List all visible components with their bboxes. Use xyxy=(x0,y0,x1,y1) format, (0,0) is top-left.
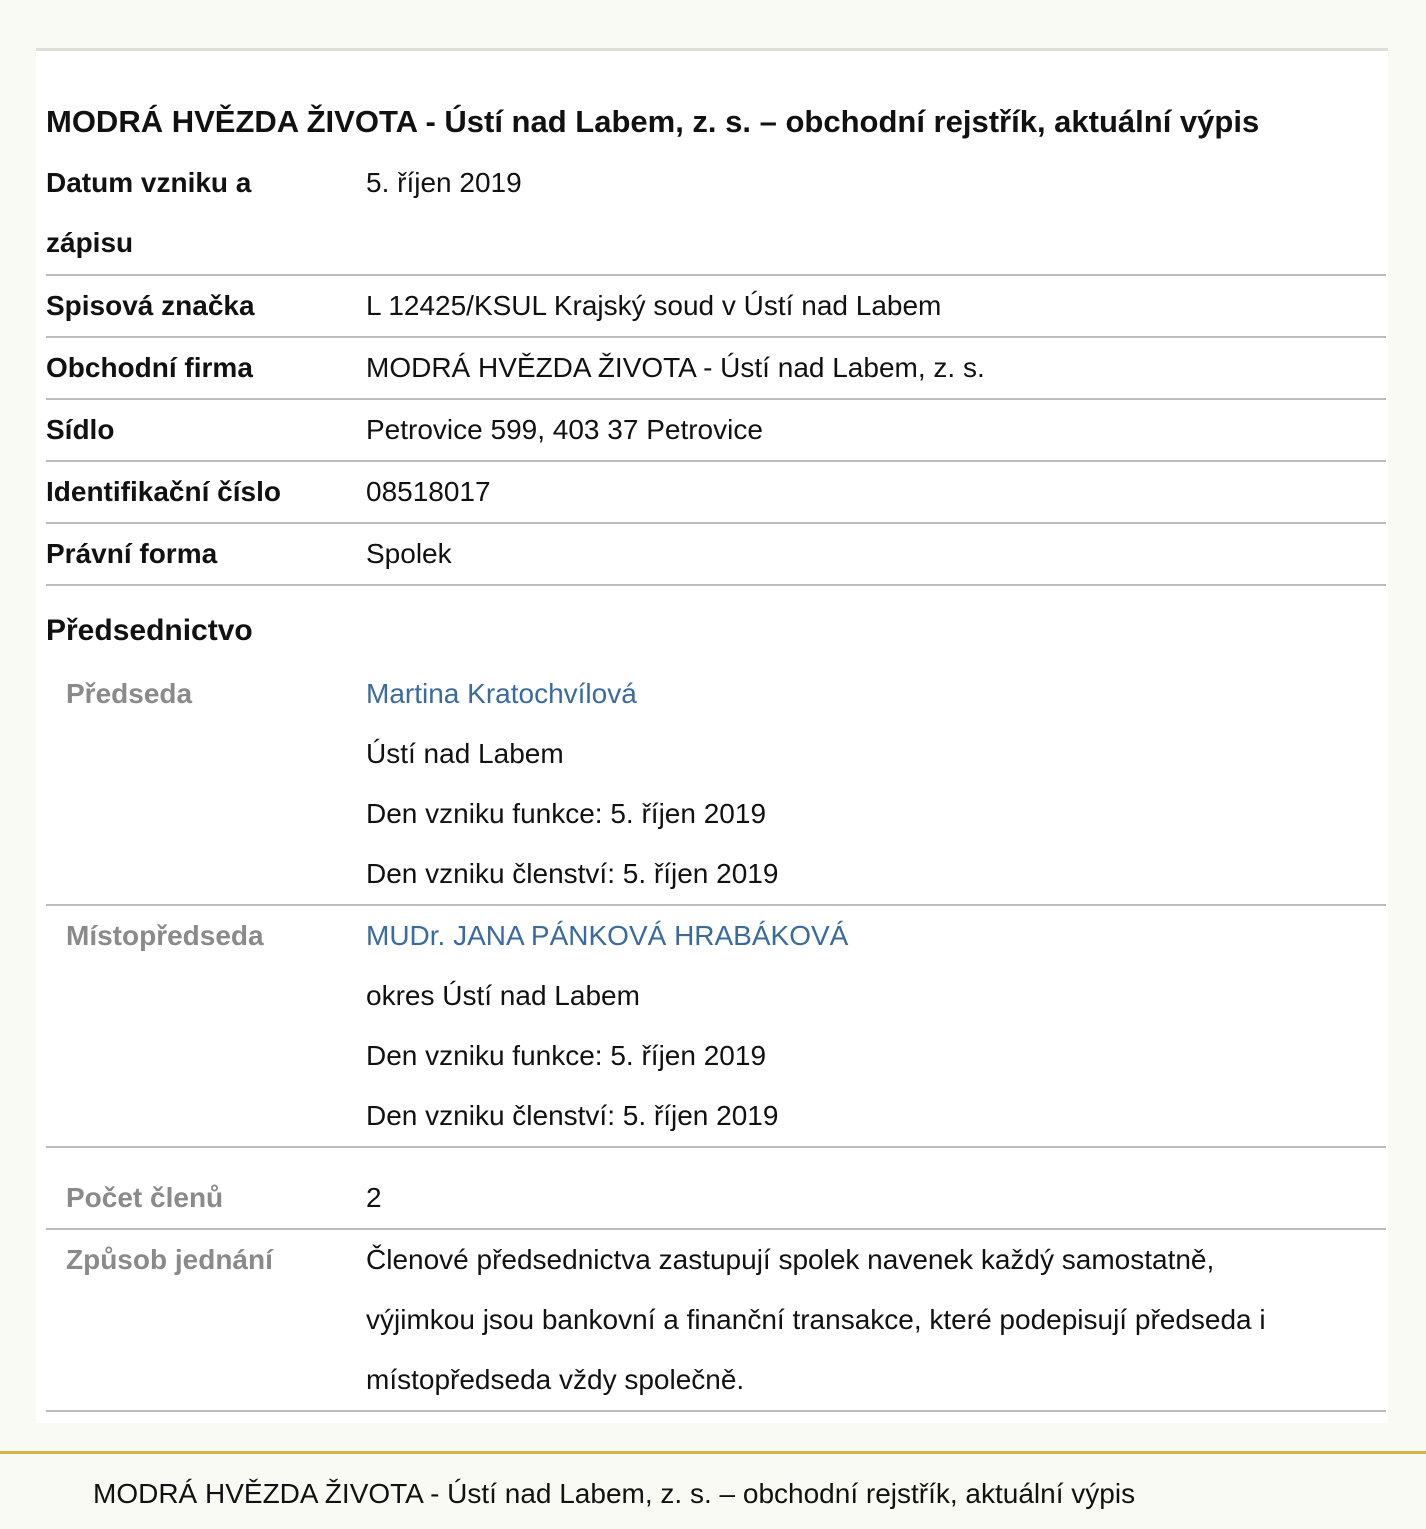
mistopredseda-membership-start: Den vzniku členství: 5. říjen 2019 xyxy=(366,1100,779,1131)
person-link-mistopredseda[interactable]: MUDr. JANA PÁNKOVÁ HRABÁKOVÁ xyxy=(366,920,849,951)
label-mistopredseda: Místopředseda xyxy=(66,920,264,951)
label-datum-vzniku-line2: zápisu xyxy=(46,227,134,258)
value-datum-vzniku: 5. říjen 2019 xyxy=(366,167,522,198)
row-mistopredseda xyxy=(46,906,1386,1148)
value-mistopredseda xyxy=(366,906,1376,1146)
section-title-predsednictvo: Předsednictvo xyxy=(46,614,253,647)
value-obchodni-firma: MODRÁ HVĚZDA ŽIVOTA - Ústí nad Labem, z. s. xyxy=(366,352,985,383)
label-zpusob-jednani: Způsob jednání xyxy=(66,1244,273,1275)
mistopredseda-place: okres Ústí nad Labem xyxy=(366,980,640,1011)
label-datum-vzniku xyxy=(46,153,346,273)
row-ico xyxy=(46,462,1386,524)
value-pocet-clenu: 2 xyxy=(366,1182,382,1213)
label-predseda: Předseda xyxy=(66,678,193,709)
label-obchodni-firma: Obchodní firma xyxy=(46,352,253,383)
page-footer xyxy=(0,1451,1426,1529)
label-spisova-znacka: Spisová značka xyxy=(46,290,255,321)
person-link-predseda[interactable]: Martina Kratochvílová xyxy=(366,678,637,709)
row-predseda xyxy=(46,664,1386,906)
predseda-place: Ústí nad Labem xyxy=(366,738,564,769)
zpusob-jednani-line2: výjimkou jsou bankovní a finanční transakce, které podepisují předseda i xyxy=(366,1304,1266,1335)
zpusob-jednani-line1: Členové předsednictva zastupují spolek navenek každý samostatně, xyxy=(366,1244,1215,1275)
value-spisova-znacka: L 12425/KSUL Krajský soud v Ústí nad Labem xyxy=(366,290,942,321)
value-sidlo: Petrovice 599, 403 37 Petrovice xyxy=(366,414,763,445)
label-pravni-forma: Právní forma xyxy=(46,538,218,569)
value-predseda xyxy=(366,664,1376,904)
row-zpusob-jednani xyxy=(46,1230,1386,1412)
row-datum-vzniku xyxy=(46,153,1386,276)
predseda-function-start: Den vzniku funkce: 5. říjen 2019 xyxy=(366,798,767,829)
label-datum-vzniku-line1: Datum vzniku a xyxy=(46,167,252,198)
label-ico: Identifikační číslo xyxy=(46,476,281,507)
row-pocet-clenu xyxy=(46,1148,1386,1230)
page-title: MODRÁ HVĚZDA ŽIVOTA - Ústí nad Labem, z. s. – obchodní rejstřík, aktuální výpis xyxy=(46,104,1260,139)
row-spisova-znacka xyxy=(46,276,1386,338)
value-pravni-forma: Spolek xyxy=(366,538,452,569)
value-zpusob-jednani xyxy=(366,1230,1376,1410)
mistopredseda-function-start: Den vzniku funkce: 5. říjen 2019 xyxy=(366,1040,767,1071)
value-ico: 08518017 xyxy=(366,476,491,507)
row-sidlo xyxy=(46,400,1386,462)
footer-text: MODRÁ HVĚZDA ŽIVOTA - Ústí nad Labem, z. s. – obchodní rejstřík, aktuální výpis xyxy=(93,1478,1136,1509)
predseda-membership-start: Den vzniku členství: 5. říjen 2019 xyxy=(366,858,779,889)
row-pravni-forma xyxy=(46,524,1386,586)
row-obchodni-firma xyxy=(46,338,1386,400)
label-pocet-clenu: Počet členů xyxy=(66,1182,224,1213)
label-sidlo: Sídlo xyxy=(46,414,115,445)
record-card xyxy=(36,48,1388,1423)
zpusob-jednani-line3: místopředseda vždy společně. xyxy=(366,1364,745,1395)
